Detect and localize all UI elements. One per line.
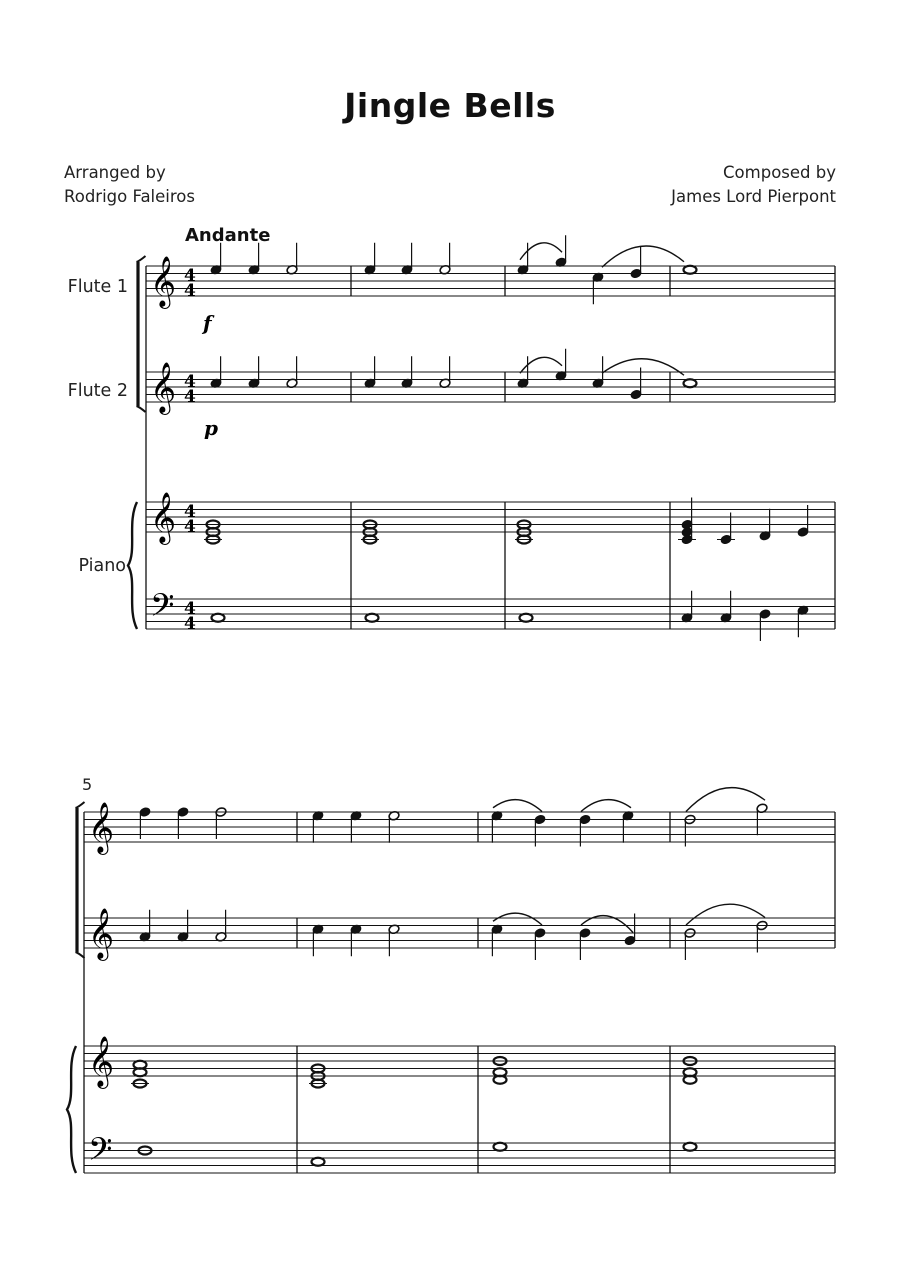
time-signature-top: 4 — [184, 502, 196, 522]
treble-clef: 𝄞 — [150, 256, 177, 307]
treble-clef: 𝄞 — [88, 1036, 115, 1087]
slur — [493, 800, 542, 812]
slur — [520, 243, 562, 260]
measure-number: 5 — [82, 775, 93, 794]
whole-note-head — [494, 1143, 507, 1151]
whole-note-head — [684, 1143, 697, 1151]
slur — [602, 246, 684, 267]
treble-clef: 𝄞 — [88, 908, 115, 959]
arranger-label: Arranged by — [64, 163, 166, 182]
time-signature-bottom: 4 — [184, 517, 196, 537]
whole-note-head — [366, 614, 379, 622]
bracket-hook — [76, 952, 85, 958]
treble-clef: 𝄞 — [150, 492, 177, 543]
whole-note-head — [684, 379, 697, 387]
dynamic-forte: f — [203, 311, 212, 335]
composer-name: James Lord Pierpont — [671, 187, 836, 206]
bracket-hook — [137, 256, 146, 262]
whole-note-head — [312, 1158, 325, 1166]
dynamic-piano: p — [204, 416, 218, 440]
time-signature-bottom: 4 — [184, 281, 196, 301]
time-signature-top: 4 — [184, 266, 196, 286]
slur — [686, 904, 765, 925]
whole-note-head — [684, 266, 697, 274]
slur — [581, 800, 631, 812]
score-title: Jingle Bells — [344, 86, 556, 125]
arranger-name: Rodrigo Faleiros — [64, 187, 195, 206]
bass-clef: 𝄢 — [150, 587, 175, 631]
time-signature-top: 4 — [184, 599, 196, 619]
bracket-hook — [137, 406, 146, 412]
slur — [602, 359, 684, 376]
composer-label: Composed by — [723, 163, 836, 182]
piano-brace — [67, 1046, 76, 1173]
whole-note-head — [212, 614, 225, 622]
instrument-label-flute1: Flute 1 — [67, 277, 128, 297]
bracket-hook — [76, 802, 85, 808]
slur — [520, 357, 562, 373]
tempo-marking: Andante — [185, 225, 271, 246]
time-signature-bottom: 4 — [184, 614, 196, 634]
treble-clef: 𝄞 — [150, 362, 177, 413]
whole-note-head — [520, 614, 533, 622]
instrument-label-piano: Piano — [78, 556, 126, 576]
slur — [493, 913, 542, 925]
piano-brace — [128, 502, 137, 629]
time-signature-bottom: 4 — [184, 387, 196, 407]
bass-clef: 𝄢 — [88, 1131, 113, 1175]
treble-clef: 𝄞 — [88, 802, 115, 853]
time-signature-top: 4 — [184, 372, 196, 392]
instrument-label-flute2: Flute 2 — [67, 381, 128, 401]
slur — [686, 788, 765, 812]
